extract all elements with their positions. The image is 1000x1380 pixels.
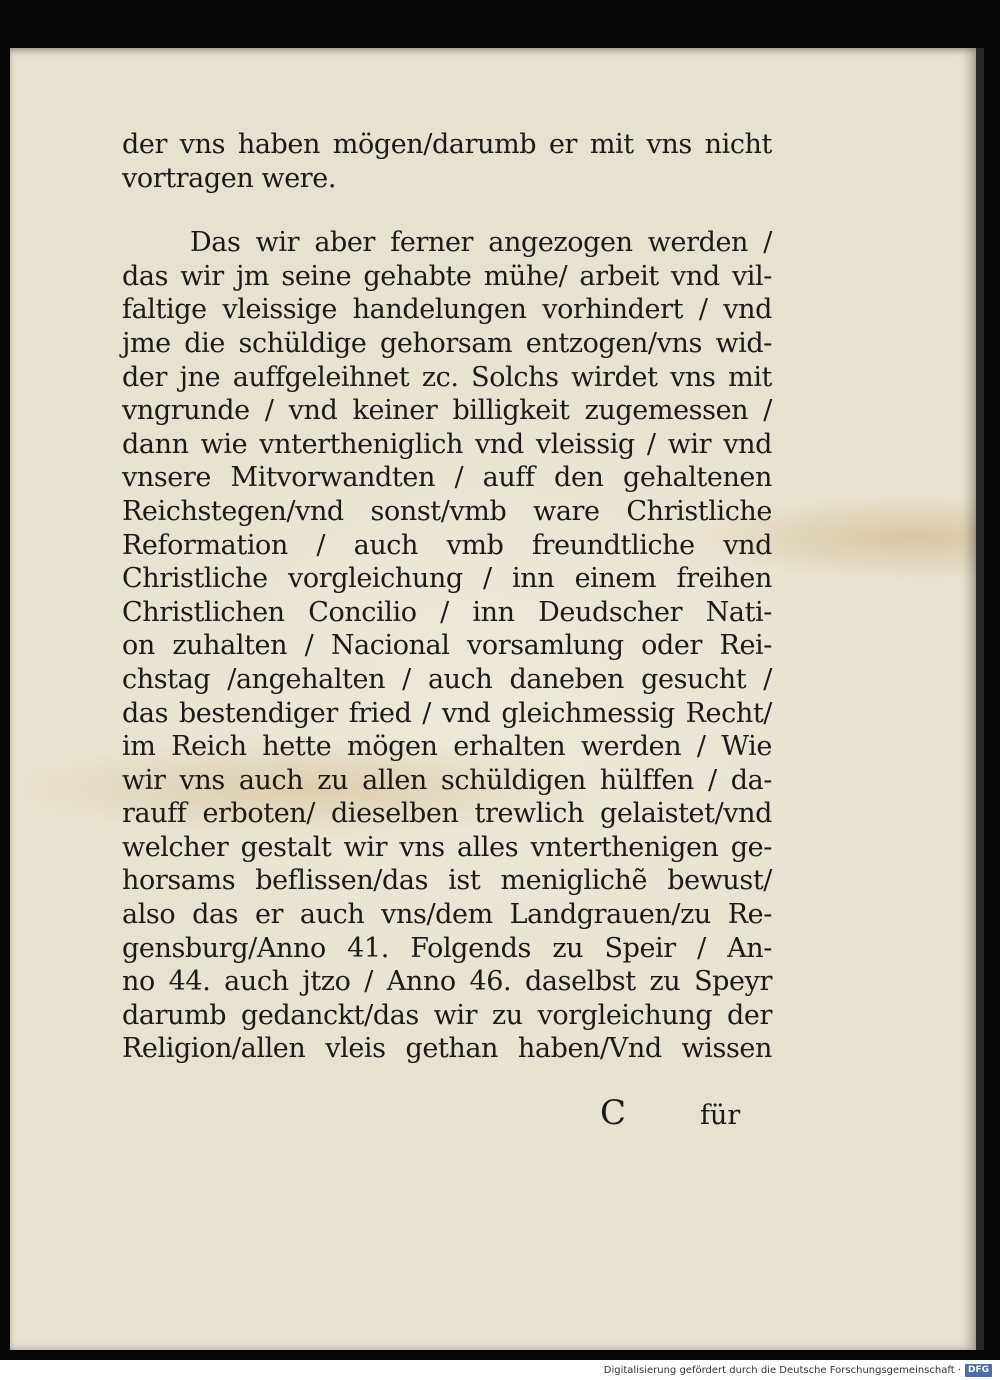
credit-text: Digitalisierung gefördert durch die Deutsche Forschungsgemeinschaft · [603,1364,961,1376]
dfg-logo: DFG [965,1364,992,1377]
digitization-credit [604,1362,992,1378]
text-line: das wir jm seine gehabte mühe/ arbeit vnd vil- [122,260,772,292]
text-line: der vns haben mögen/darumb er mit vns nicht [122,129,772,160]
text-line: gensburg/Anno 41. Folgends zu Speir / An- [122,932,772,964]
text-line: no 44. auch jtzo / Anno 46. daselbst zu Speyr [122,966,772,998]
text-line: dann wie vntertheniglich vnd vleissig / wir vnd [122,428,772,460]
text-line: vortragen were. [122,162,337,194]
text-line: das bestendiger fried / vnd gleichmessig Recht/ [122,697,772,729]
text-line: faltige vleissige handelungen vorhindert / vnd [122,294,772,326]
signature-mark: C [600,1093,627,1133]
text-line: on zuhalten / Nacional vorsamlung oder Rei- [122,630,772,662]
text-line: wir vns auch zu allen schüldigen hülffen / da- [122,764,772,796]
text-line: rauff erboten/ dieselben trewlich gelaistet/vnd [122,798,772,830]
text-line: Reformation / auch vmb freundtliche vnd [122,529,772,561]
text-line: also das er auch vns/dem Landgrauen/zu Re- [122,899,772,931]
text-line: Religion/allen vleis gethan haben/Vnd wissen [122,1033,772,1065]
book-page [10,48,984,1350]
text-line: horsams beflissen/das ist meniglichẽ bewust/ [122,865,772,897]
text-line: Reichstegen/vnd sonst/vmb ware Christliche [122,495,772,527]
text-line: chstag /angehalten / auch daneben gesucht / [122,663,772,695]
text-line: Christlichen Concilio / inn Deudscher Nati- [122,596,772,628]
text-line: welcher gestalt wir vns alles vnterthenigen ge- [122,831,772,863]
text-line: Das wir aber ferner angezogen werden / [190,227,772,259]
text-line: im Reich hette mögen erhalten werden / Wie [122,731,772,763]
text-line: vnsere Mitvorwandten / auff den gehaltenen [122,462,772,494]
paragraph-2 [122,226,772,1066]
text-line: vngrunde / vnd keiner billigkeit zugemessen / [122,395,772,427]
text-line: Christliche vorgleichung / inn einem freihen [122,563,772,595]
text-line: der jne auffgeleihnet zc. Solchs wirdet vns mit [122,361,772,393]
catchword: für [700,1100,741,1131]
page-text [122,128,772,1066]
text-line: jme die schüldige gehorsam entzogen/vns wid- [122,327,772,359]
text-line: darumb gedanckt/das wir zu vorgleichung der [122,999,772,1031]
paragraph-1 [122,128,772,195]
